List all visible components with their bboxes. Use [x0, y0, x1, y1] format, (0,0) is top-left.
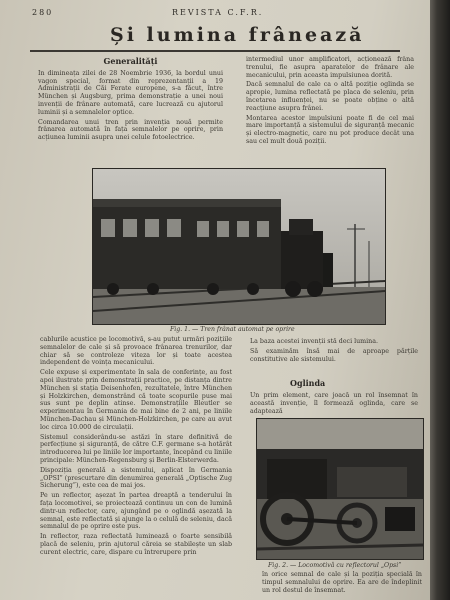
paragraph: Cele expuse și experimentate în sala de conferințe, au fost apoi ilustrate prin demonstrații practice, pe distanța dintre München și stația Deisenhofen, rezultatele, între München și Holzkirchen, demonstrând că toate scopurile puse mai sus sunt pe deplin atinse. Demonstrațiile Bleutler se experimentau în Germania de mai bine de 2 ani, pe liniile München-Dachau și München-Holzkirchen, pe care au avut loc circa 10.000 de circulații.	[40, 369, 232, 431]
figure-2-caption: Fig. 2. — Locomotivă cu reflectorul „Opsi”	[268, 562, 402, 569]
section-heading-oglinda: Oglinda	[290, 378, 326, 388]
paragraph: Dispoziția generală a sistemului, aplicat în Germania „OPSI” (prescurtare din denumirea generală „Optische Zug Sicherung”), este cea de mai jos.	[40, 466, 232, 490]
paragraph: Dacă semnalul de cale ca o altă poziție oglinda se apropie, lumina reflectată pe placa de seleniu, prin încetarea influenței, nu se poate obține o altă reacțiune asupra frânei.	[246, 81, 414, 112]
paragraph: Să examinăm însă mai de aproape părțile constitutive ale sistemului.	[250, 347, 418, 363]
oglinda-paragraph-block	[250, 392, 418, 416]
train-photo-graphic	[93, 169, 385, 324]
paragraph: Sistemul considerându-se astăzi în stare definitivă de perfecțiune și siguranță, de către C.F. germane s-a hotărât introducerea lui pe liniile lor importante, începând cu liniile principale: München-Regensburg și Berlin-Elsterwerda.	[40, 433, 232, 464]
paragraph: La baza acestei invenții stă deci lumina.	[250, 338, 378, 345]
paragraph: intermediul unor amplificatori, acționează frâna trenului, fie asupra aparatelor de frânare ale mecanicului, prin aceasta impulsiunea dorită.	[246, 56, 414, 79]
paragraph: In dimineața zilei de 28 Noembrie 1936, la bordul unui vagon special, format din reprezentanții a 19 Administrații de Căi Ferate europene, s-a făcut, între München și Augsburg, prima demonstrație a unei noui invenții de frânare automată, care lucrează cu ajutorul luminii și a semnalelor optice.	[38, 69, 223, 116]
right-column-foot	[262, 571, 422, 600]
paragraph: In reflector, raza reflectată luminează o foarte sensibilă placă de seleniu, prin ajutorul căreia se stabilește un slab curent electric, care, dispare cu întrerupere prin	[40, 533, 232, 556]
paragraph: în orice semnal de cale și la poziția specială în timpul semnalului de oprire. Ea are de îndeplinit un rol destul de însemnat.	[262, 571, 422, 594]
section-heading-generalitati: Generalități	[103, 56, 158, 66]
locomotive-reflector-photo	[256, 418, 424, 560]
journal-name: REVISTA C.F.R.	[172, 8, 264, 17]
article-title: Și lumina frânează	[110, 24, 365, 46]
book-spine	[428, 0, 450, 600]
paragraph: Comandarea unui tren prin invenția nouă permite frânarea automată în fața semnalelor pe oprire, prin acțiunea luminii asupra unei celule fotoelectrice.	[38, 118, 223, 142]
left-column-top	[38, 56, 223, 168]
figure-1-caption: Fig. 1. — Tren frânat automat pe oprire	[170, 326, 295, 333]
locomotive-photo-graphic	[257, 419, 423, 559]
page-number: 280	[32, 8, 54, 17]
paragraph: Pe un reflector, așezat în partea dreaptă a tenderului în fața locomotivei, se proiectează continuu un con de lumină dintr-un reflector, care, ajungând pe o oglindă așezată la semnal, este reflectată și ajunge la o celulă de seleniu, dacă semnalul de pe oprire este pus.	[40, 492, 232, 531]
title-rule	[30, 50, 400, 52]
paragraph: cablurile acustice pe locomotivă, s-au putut urmări pozițiile semnalelor de cale și să provoace frânarea trenurilor, dar chiar să se controleze viteza lor și toate acestea independent de voința mecanicului.	[40, 336, 232, 367]
right-column-top	[246, 56, 414, 160]
left-column-bottom	[40, 336, 232, 600]
page-header	[32, 6, 410, 20]
paragraph: Montarea acestor impulsiuni poate fi de cel mai mare importanță a sistemului de siguranță mecanic și electro-magnetic, care nu pot produce decât una sau cel mult două poziții.	[246, 114, 414, 145]
train-photo	[92, 168, 386, 325]
paragraph: Un prim element, care joacă un rol însemnat în această invenție, îl formează oglinda, care se adaptează	[250, 392, 418, 415]
